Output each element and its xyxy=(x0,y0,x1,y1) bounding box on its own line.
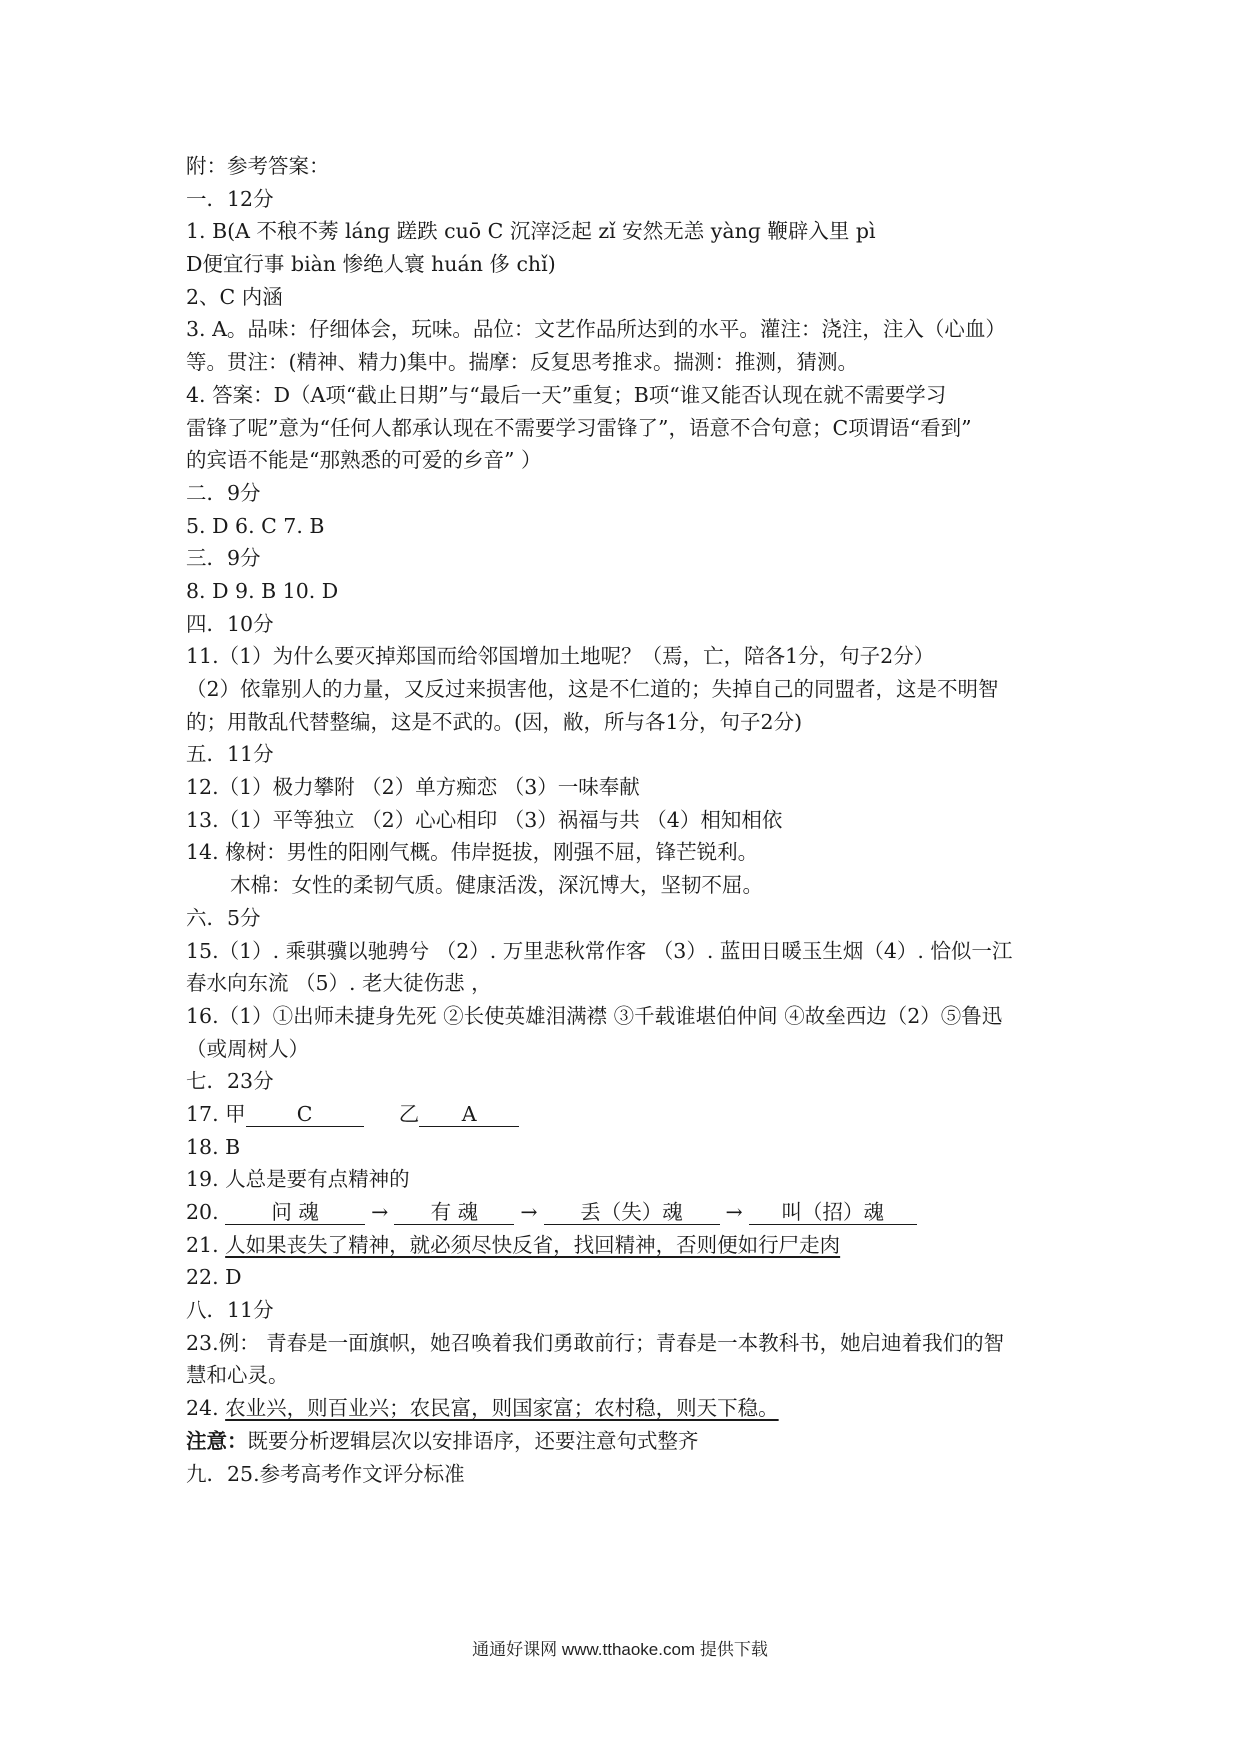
label-jia: 甲 xyxy=(225,1101,246,1126)
answer-line: 18. B xyxy=(186,1134,241,1159)
question-number: 17. xyxy=(186,1101,219,1126)
answer-line: 3. A。品味：仔细体会，玩味。品位：文艺作品所达到的水平。灌注：浇注，注入（心血） xyxy=(186,317,1006,342)
answer-line-q17 xyxy=(186,1098,1066,1131)
answer-line: 11.（1）为什么要灭掉郑国而给邻国增加土地呢？（焉，亡，陪各1分，句子2分） xyxy=(186,644,935,669)
section-title: 八．11分 xyxy=(186,1298,274,1323)
underlined-answer: 人如果丧失了精神，就必须尽快反省，找回精神，否则便如行尸走肉 xyxy=(225,1232,841,1257)
answer-line: 16.（1）①出师未捷身先死 ②长使英雄泪满襟 ③千载谁堪伯仲间 ④故垒西边（2）⑤鲁迅 xyxy=(186,1003,1003,1028)
page-footer: 通通好课网 www.tthaoke.com 提供下载 xyxy=(472,1640,768,1659)
answer-line: （2）依靠别人的力量，又反过来损害他，这是不仁道的；失掉自己的同盟者，这是不明智 xyxy=(186,677,999,701)
answer-line: 5. D 6. C 7. B xyxy=(186,513,325,538)
question-number: 21. xyxy=(186,1232,219,1257)
answer-line: 14. 橡树：男性的阳刚气概。伟岸挺拔，刚强不屈，锋芒锐利。 xyxy=(186,840,759,865)
answer-line: 23.例： 青春是一面旗帜，她召唤着我们勇敢前行；青春是一本教科书，她启迪着我们的智 xyxy=(186,1330,1005,1355)
note-text: 既要分析逻辑层次以安排语序，还要注意句式整齐 xyxy=(247,1428,699,1453)
answer-line: 13.（1）平等独立 （2）心心相印 （3）祸福与共 （4）相知相依 xyxy=(186,807,783,832)
arrow-icon: → xyxy=(371,1200,389,1224)
question-number: 20. xyxy=(186,1200,219,1224)
answer-line: D便宜行事 biàn 惨绝人寰 huán 侈 chǐ) xyxy=(186,252,556,277)
answer-line: 木棉：女性的柔韧气质。健康活泼，深沉博大，坚韧不屈。 xyxy=(230,873,763,898)
answer-line: 等。贯注：(精神、精力)集中。揣摩：反复思考推求。揣测：推测，猜测。 xyxy=(186,350,858,375)
answer-line: 15.（1）. 乘骐骥以驰骋兮 （2）. 万里悲秋常作客 （3）. 蓝田日暖玉生烟（4）. 恰似一江 xyxy=(186,938,1013,963)
page-heading: 附：参考答案： xyxy=(186,154,330,178)
underlined-answer: 农业兴，则百业兴；农民富，则国家富；农村稳，则天下稳。 xyxy=(225,1396,779,1421)
answer-line: 的；用散乱代替整编，这是不武的。(因，敝，所与各1分，句子2分) xyxy=(186,709,803,734)
section-title: 七．23分 xyxy=(186,1069,274,1094)
chain-step: 有 魂 xyxy=(394,1200,514,1225)
answer-line: （或周树人） xyxy=(186,1036,309,1061)
section-title: 六．5分 xyxy=(186,905,261,930)
label-yi: 乙 xyxy=(398,1101,420,1126)
answer-key xyxy=(186,150,1066,1490)
answer-line: 春水向东流 （5）. 老大徒伤悲 ， xyxy=(186,971,492,996)
answer-line: 雷锋了呢”意为“任何人都承认现在不需要学习雷锋了”，语意不合句意；C项谓语“看到” xyxy=(186,415,972,440)
chain-step: 叫（招）魂 xyxy=(749,1200,917,1225)
answer-line: 慧和心灵。 xyxy=(186,1363,289,1388)
answer-line: 12.（1）极力攀附 （2）单方痴恋 （3）一味奉献 xyxy=(186,775,640,800)
section-title: 二．9分 xyxy=(186,480,261,505)
answer-line-q20 xyxy=(186,1196,1066,1229)
arrow-icon: → xyxy=(725,1200,743,1224)
section-title: 一．12分 xyxy=(186,186,274,211)
answer-line: 22. D xyxy=(186,1265,242,1290)
answer-line: 4. 答案：D（A项“截止日期”与“最后一天”重复；B项“谁又能否认现在就不需要学习 xyxy=(186,382,947,407)
answer-line: 8. D 9. B 10. D xyxy=(186,578,339,603)
section-title: 四．10分 xyxy=(186,611,274,636)
note-line xyxy=(186,1425,1066,1458)
answer-blank-jia: C xyxy=(246,1102,364,1127)
arrow-icon: → xyxy=(520,1200,538,1224)
note-label: 注意： xyxy=(186,1428,248,1453)
section-title: 九．25.参考高考作文评分标准 xyxy=(186,1461,465,1486)
answer-line: 1. B(A 不稂不莠 lánɡ 蹉跌 cuō C 沉滓泛起 zǐ 安然无恙 yànɡ 鞭辟入里 pì xyxy=(186,219,876,244)
chain-step: 问 魂 xyxy=(225,1200,365,1225)
answer-line: 2、C 内涵 xyxy=(186,284,283,309)
question-number: 24. xyxy=(186,1396,219,1421)
answer-line: 19. 人总是要有点精神的 xyxy=(186,1167,410,1192)
answer-line: 的宾语不能是“那熟悉的可爱的乡音” ） xyxy=(186,448,542,473)
section-title: 三．9分 xyxy=(186,546,261,571)
answer-blank-yi: A xyxy=(419,1102,519,1127)
chain-step: 丢（失）魂 xyxy=(544,1200,720,1225)
answer-line-q21 xyxy=(186,1229,1066,1262)
section-title: 五．11分 xyxy=(186,742,274,767)
answer-line-q24 xyxy=(186,1392,1066,1425)
